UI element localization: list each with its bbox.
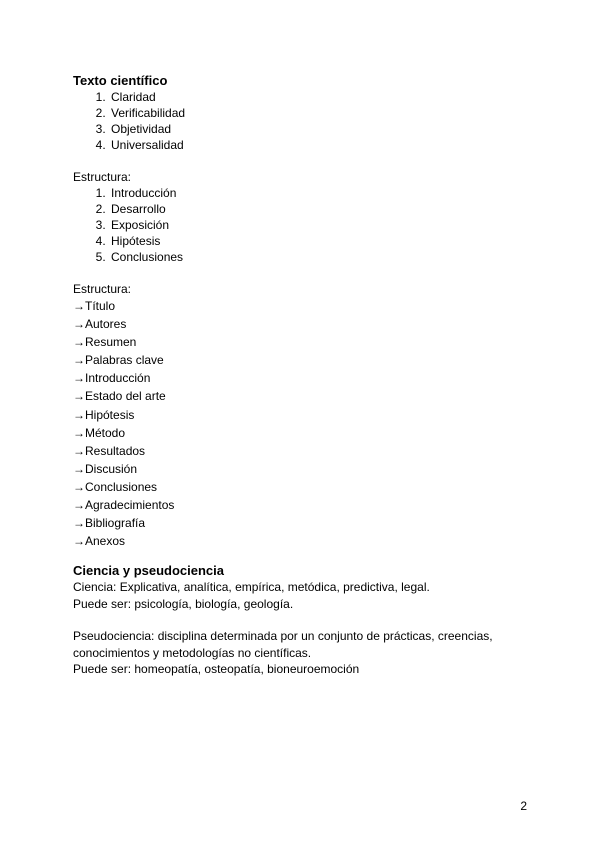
list-item-label: Método: [85, 425, 126, 440]
list-item-label: Conclusiones: [85, 479, 158, 494]
list-item: 1. Claridad: [109, 89, 533, 105]
list-item: [73, 297, 533, 315]
list-item: [73, 514, 533, 532]
list-item: [73, 351, 533, 369]
list-item-label: Agradecimientos: [85, 498, 175, 513]
pseudociencia-definition-line2: conocimientos y metodologías no científicas.: [73, 645, 312, 660]
list-item: 4. Hipótesis: [109, 233, 533, 249]
arrow-icon: →: [73, 461, 84, 476]
list-item-label: Estado del arte: [85, 389, 166, 404]
list-item: [73, 478, 533, 496]
list-item-label: Resultados: [85, 443, 146, 458]
arrow-icon: →: [73, 534, 84, 549]
list-item: [73, 532, 533, 550]
spacer: [73, 612, 533, 628]
list-item-label: Palabras clave: [85, 353, 164, 368]
spacer: [73, 153, 533, 169]
arrow-icon: →: [73, 335, 84, 350]
estructura-numbered-list: [73, 185, 533, 265]
arrow-icon: →: [73, 299, 84, 313]
arrow-icon: →: [73, 479, 84, 494]
arrow-icon: →: [73, 317, 84, 332]
list-item: [73, 460, 533, 478]
list-item: [73, 315, 533, 333]
list-item-label: Hipótesis: [85, 407, 135, 422]
list-item: 4. Universalidad: [109, 137, 533, 153]
list-item-label: Autores: [85, 317, 127, 332]
list-item: 1. Introducción: [109, 185, 533, 201]
list-item: 3. Exposición: [109, 217, 533, 233]
list-item: 5. Conclusiones: [109, 249, 533, 265]
list-item: [73, 442, 533, 460]
estructura-arrow-list: [73, 297, 533, 550]
arrow-icon: →: [73, 389, 84, 404]
list-item: [73, 333, 533, 351]
arrow-icon: →: [73, 353, 84, 368]
list-item: 3. Objetividad: [109, 121, 533, 137]
pseudociencia-definition-line1: Pseudociencia: disciplina determinada por un conjunto de prácticas, creencias,: [73, 629, 493, 644]
list-item: [73, 424, 533, 442]
list-item-label: Resumen: [85, 335, 137, 350]
estructura-label: Estructura:: [73, 170, 132, 184]
list-item-label: Introducción: [85, 371, 151, 386]
estructura-label-2: Estructura:: [73, 282, 132, 296]
list-item: 2. Desarrollo: [109, 201, 533, 217]
list-item: [73, 369, 533, 387]
arrow-icon: →: [73, 425, 84, 440]
spacer: [73, 265, 533, 281]
arrow-icon: →: [73, 371, 84, 386]
page-number: 2: [520, 799, 527, 813]
list-item: 2. Verificabilidad: [109, 105, 533, 121]
spacer: [73, 550, 533, 562]
texto-cientifico-list: [73, 89, 533, 153]
list-item-label: Título: [85, 299, 116, 313]
ciencia-definition: Ciencia: Explicativa, analítica, empírica, metódica, predictiva, legal.: [73, 580, 430, 595]
list-item-label: Anexos: [85, 534, 126, 549]
pseudociencia-examples: Puede ser: homeopatía, osteopatía, bioneuroemoción: [73, 662, 360, 677]
arrow-icon: →: [73, 407, 84, 422]
arrow-icon: →: [73, 443, 84, 458]
section-title-ciencia-pseudociencia: Ciencia y pseudociencia: [73, 563, 225, 579]
list-item-label: Bibliografía: [85, 516, 146, 531]
list-item: [73, 496, 533, 514]
arrow-icon: →: [73, 516, 84, 531]
ciencia-examples: Puede ser: psicología, biología, geología.: [73, 596, 294, 611]
section-title-texto-cientifico: Texto científico: [73, 73, 168, 88]
arrow-icon: →: [73, 498, 84, 513]
list-item: [73, 387, 533, 405]
list-item-label: Discusión: [85, 461, 138, 476]
list-item: [73, 406, 533, 424]
page-content: [73, 72, 533, 678]
